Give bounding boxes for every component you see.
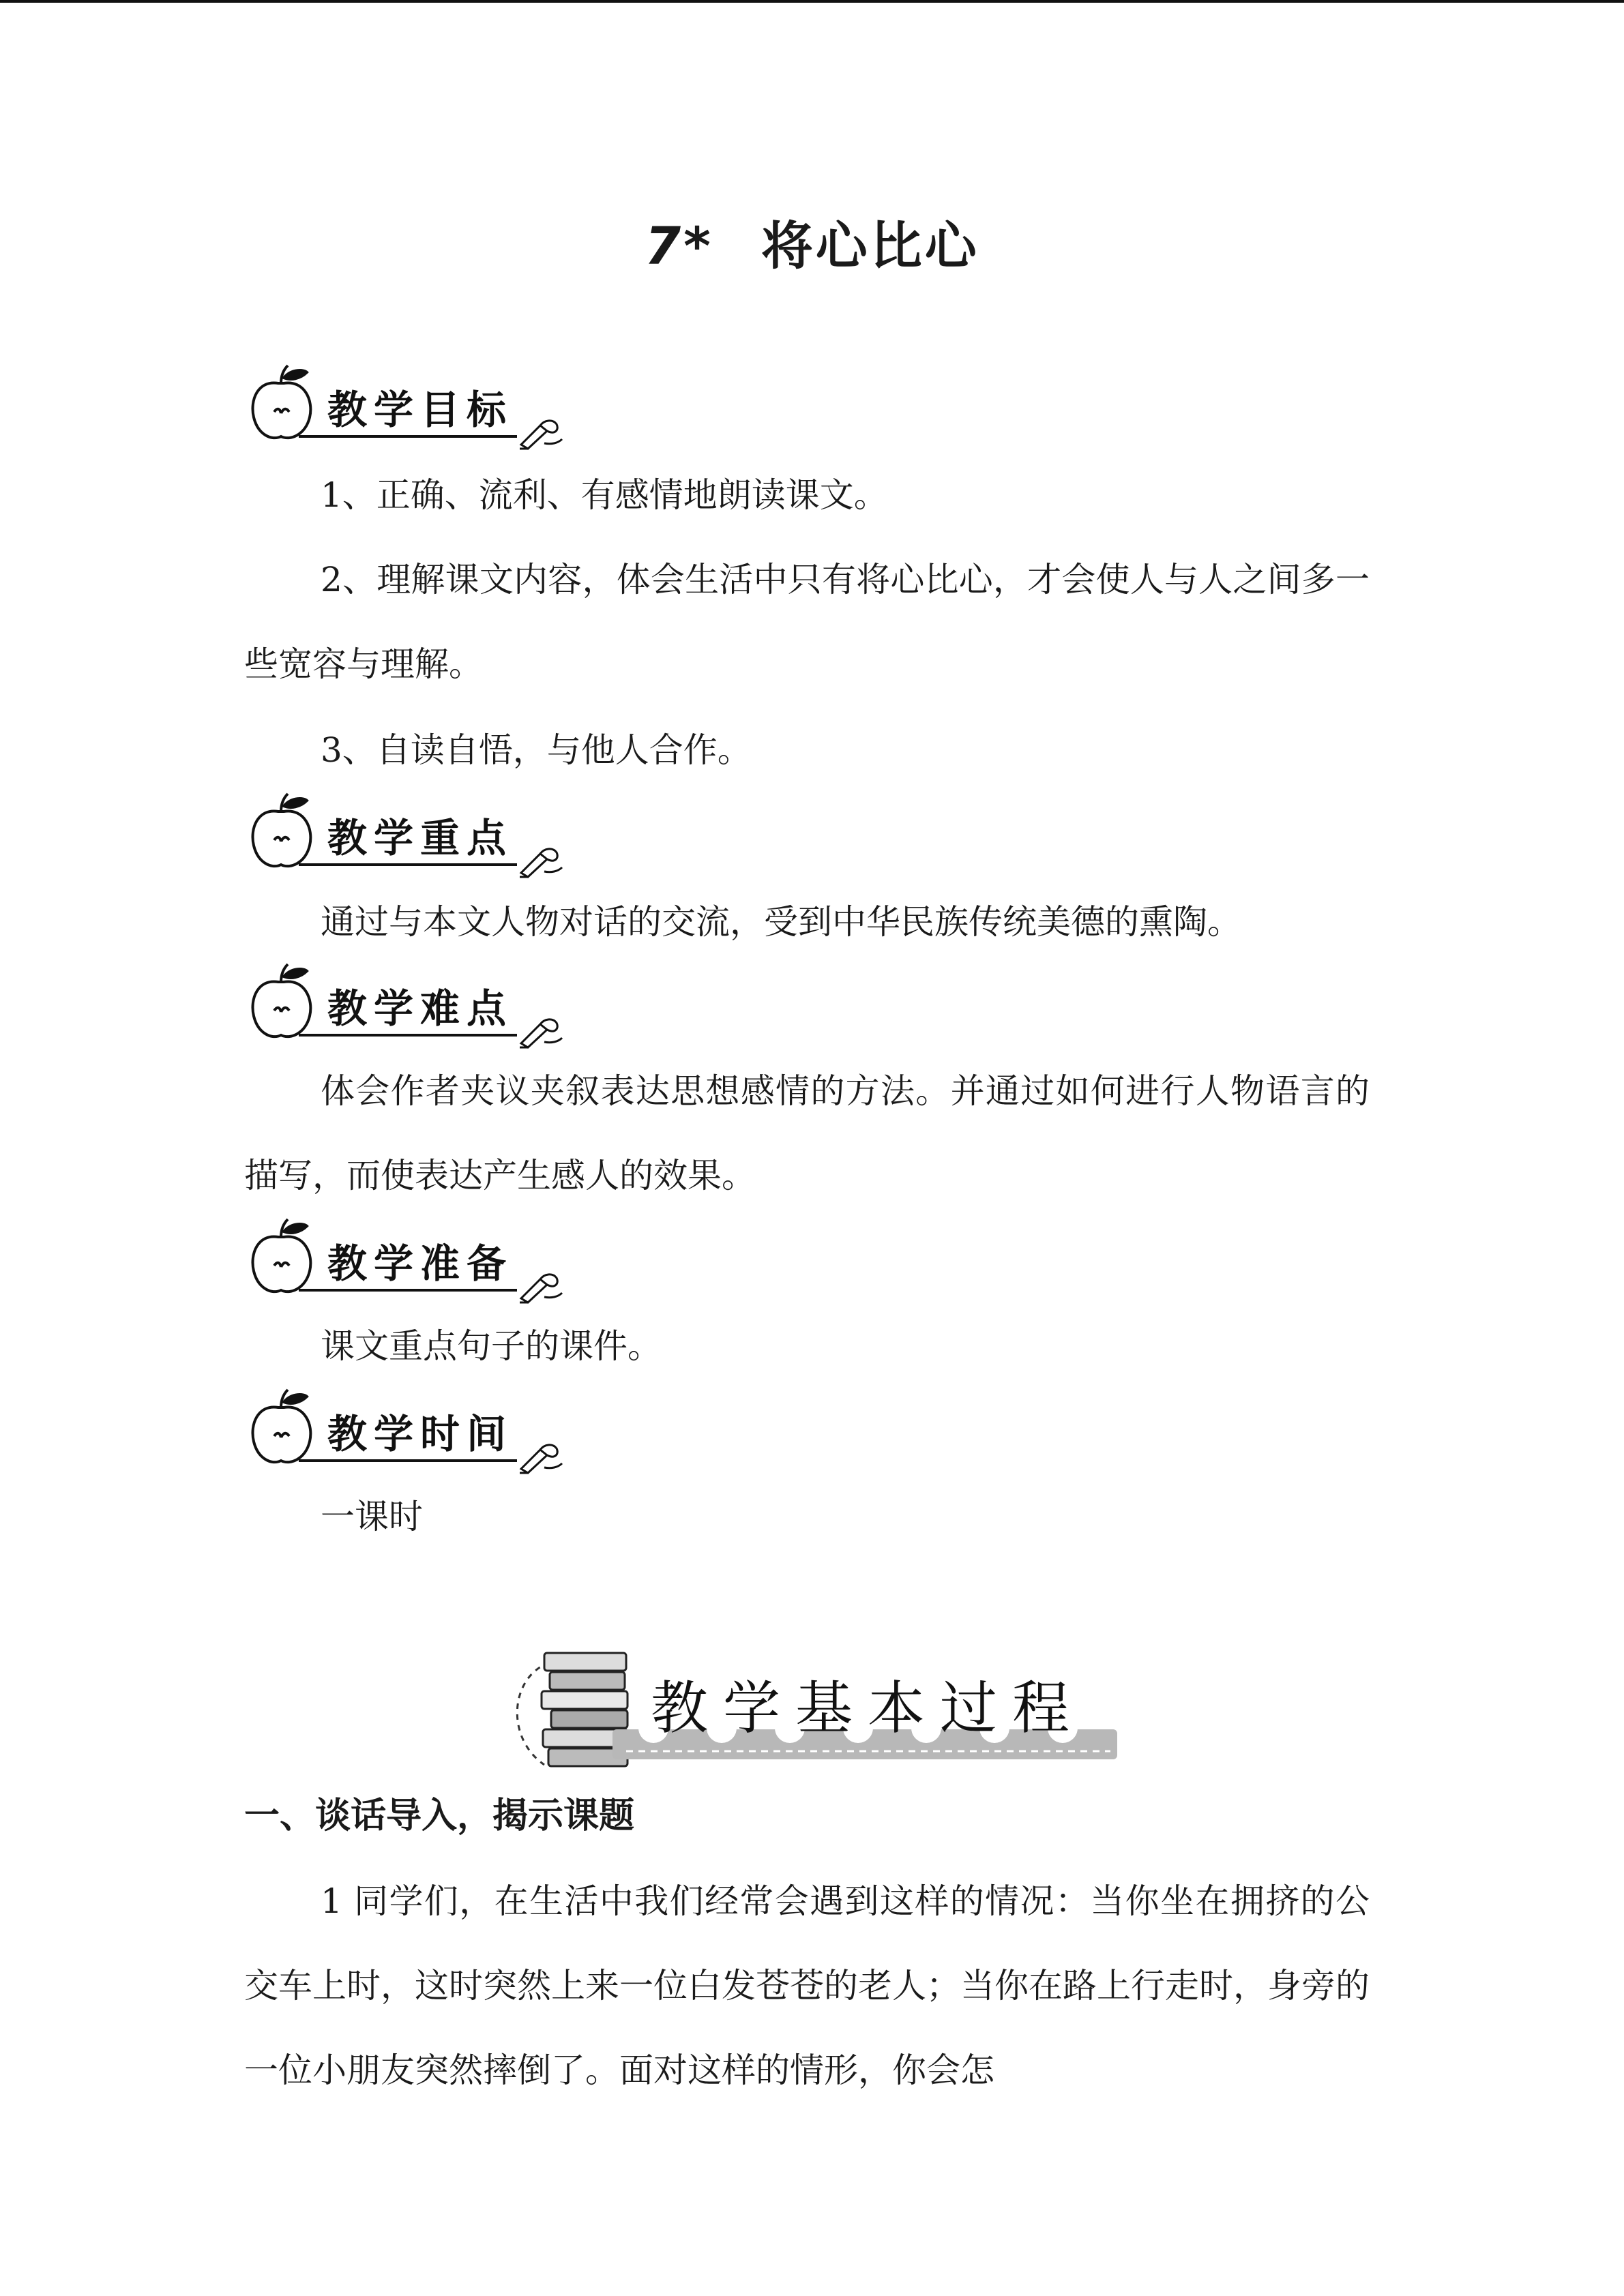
objective-item-2: 2、理解课文内容，体会生活中只有将心比心，才会使人与人之间多一些宽容与理解。 (244, 560, 1370, 684)
part1-heading: 一、谈话导入，揭示课题 (244, 1795, 635, 1836)
preparation-text: 课文重点句子的课件。 (321, 1326, 662, 1366)
top-border-rule (0, 0, 1624, 3)
pen-hand-icon (517, 1264, 565, 1305)
time-text: 一课时 (321, 1497, 423, 1536)
pen-hand-icon (517, 839, 565, 880)
difficulties-text: 体会作者夹议夹叙表达思想感情的方法。并通过如何进行人物语言的描写，而使表达产生感人的效果。 (244, 1071, 1370, 1195)
section-heading-preparation (244, 1217, 572, 1298)
pen-hand-icon (517, 1009, 565, 1050)
section-heading-label: 教学难点 (327, 985, 514, 1032)
section-heading-label: 教学重点 (327, 815, 514, 861)
process-banner (497, 1649, 1124, 1778)
objective-item-1: 1、正确、流利、有感情地朗读课文。 (321, 475, 888, 515)
section-heading-time (244, 1387, 572, 1469)
lesson-title-text: 将心比心 (761, 215, 979, 276)
pen-hand-icon (517, 411, 565, 451)
section-heading-label: 教学目标 (327, 387, 514, 433)
key-points-text: 通过与本文人物对话的交流，受到中华民族传统美德的熏陶。 (321, 902, 1241, 942)
objective-item-3: 3、自读自悟，与他人合作。 (321, 730, 752, 770)
section-heading-label: 教学准备 (327, 1240, 514, 1287)
lesson-number: 7* (645, 215, 713, 276)
lesson-title (0, 205, 1624, 279)
section-heading-difficulties (244, 961, 572, 1043)
process-banner-title: 教学基本过程 (651, 1675, 1085, 1742)
section-heading-label: 教学时间 (327, 1411, 514, 1457)
pen-hand-icon (517, 1435, 565, 1476)
section-heading-key-points (244, 791, 572, 873)
part1-paragraph: 1 同学们，在生活中我们经常会遇到这样的情况：当你坐在拥挤的公交车上时，这时突然上来一位白发苍苍的老人；当你在路上行走时，身旁的一位小朋友突然摔倒了。面对这样的情形，你会怎 (244, 1881, 1370, 2090)
section-heading-objectives (244, 363, 572, 445)
